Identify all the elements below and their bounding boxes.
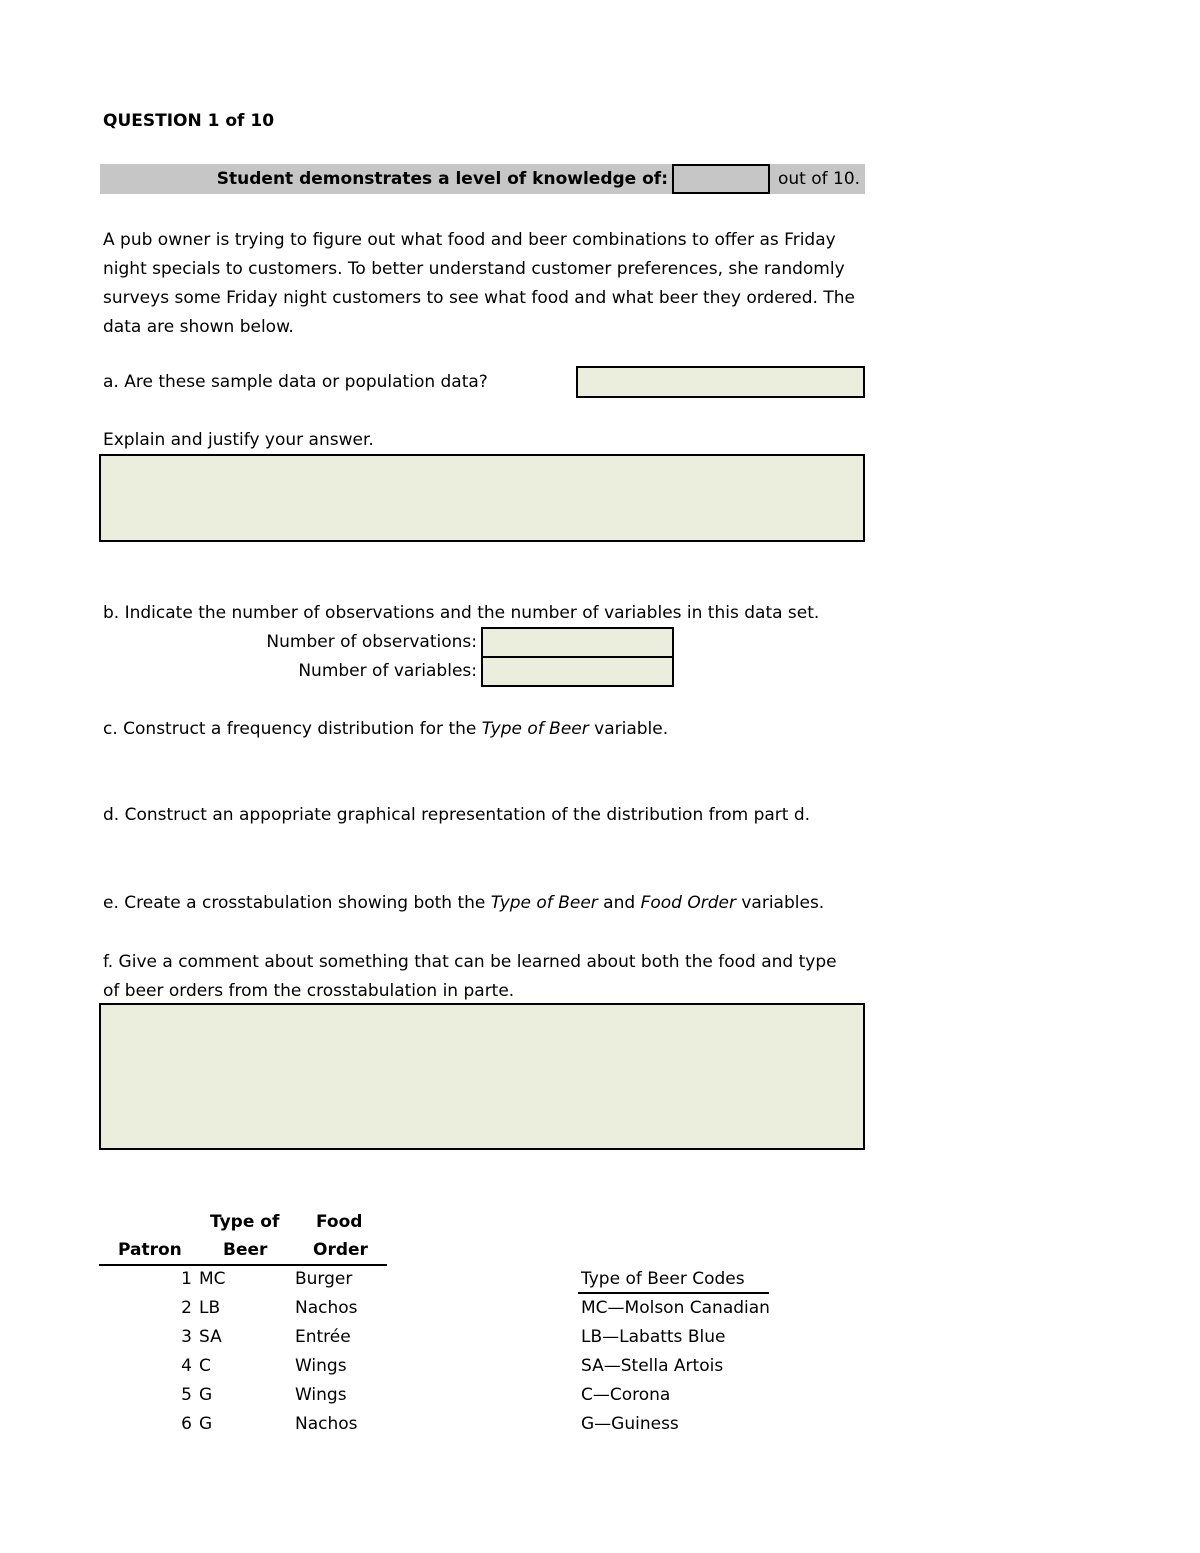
list-item: C—Corona — [581, 1385, 671, 1405]
part-f-question-line1: f. Give a comment about something that can be learned about both the food and type — [103, 952, 837, 972]
header-beer-line2: Beer — [223, 1240, 268, 1260]
observations-input[interactable] — [481, 627, 674, 658]
score-input[interactable] — [672, 164, 770, 194]
observations-label: Number of observations: — [266, 632, 477, 652]
list-item: G—Guiness — [581, 1414, 679, 1434]
part-a-explain-box[interactable] — [99, 454, 865, 542]
table-header-rule — [99, 1264, 387, 1266]
part-e-question: e. Create a crosstabulation showing both the Type of Beer and Food Order variables. — [103, 893, 825, 913]
header-food-line2: Order — [313, 1240, 368, 1260]
header-beer-line1: Type of — [210, 1212, 280, 1232]
beer-codes-title: Type of Beer Codes — [581, 1269, 745, 1289]
intro-paragraph: A pub owner is trying to figure out what food and beer combinations to offer as Friday night specials to customers. To better understand customer preferences, she randomly surveys some Friday night customers to see what food and what beer they ordered. The data are shown below. — [103, 230, 855, 337]
part-a-question: a. Are these sample data or population data? — [103, 372, 488, 392]
list-item: LB—Labatts Blue — [581, 1327, 726, 1347]
variables-input[interactable] — [481, 656, 674, 687]
part-f-answer-box[interactable] — [99, 1003, 865, 1150]
part-a-explain-label: Explain and justify your answer. — [103, 430, 374, 450]
score-label: Student demonstrates a level of knowledge of: — [216, 169, 668, 189]
part-b-question: b. Indicate the number of observations and the number of variables in this data set. — [103, 603, 820, 623]
header-patron: Patron — [118, 1240, 182, 1260]
variables-label: Number of variables: — [298, 661, 477, 681]
part-c-question: c. Construct a frequency distribution for the Type of Beer variable. — [103, 719, 669, 739]
beer-codes-rule — [578, 1292, 769, 1294]
list-item: SA—Stella Artois — [581, 1356, 724, 1376]
part-d-question: d. Construct an appopriate graphical representation of the distribution from part d. — [103, 805, 811, 825]
list-item: MC—Molson Canadian — [581, 1298, 770, 1318]
header-food-line1: Food — [316, 1212, 363, 1232]
part-a-answer-box[interactable] — [576, 366, 865, 398]
question-header: QUESTION 1 of 10 — [103, 111, 275, 131]
score-suffix: out of 10. — [778, 169, 861, 189]
part-f-question-line2: of beer orders from the crosstabulation in parte. — [103, 981, 515, 1001]
